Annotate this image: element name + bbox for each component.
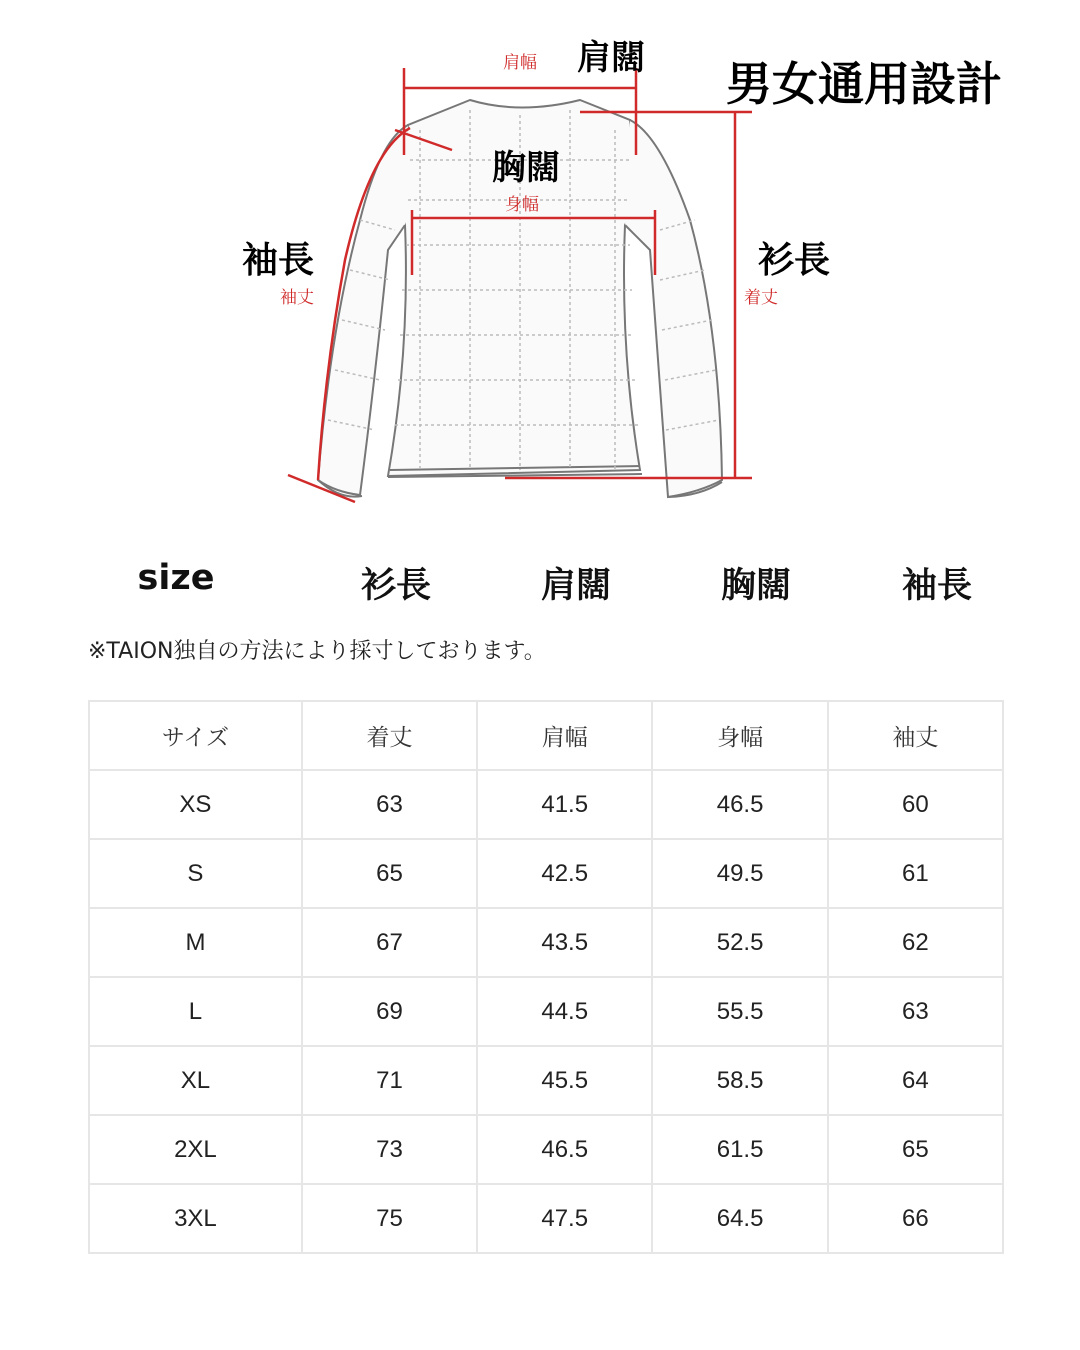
table-cell: 41.5 [477, 770, 652, 839]
measurement-note: ※TAION独自の方法により採寸しております。 [88, 639, 546, 664]
table-cell: 61 [828, 839, 1003, 908]
table-cell: XL [89, 1046, 302, 1115]
table-cell: L [89, 977, 302, 1046]
table-cell: 45.5 [477, 1046, 652, 1115]
header-chest: 胸闊 [720, 566, 791, 606]
header-shoulder: 肩闊 [540, 566, 611, 606]
table-cell: 69 [302, 977, 477, 1046]
table-cell: 61.5 [652, 1115, 827, 1184]
shoulder-label-ja: 肩幅 [503, 53, 537, 73]
length-label-ja: 着丈 [744, 288, 778, 308]
length-label-zh: 衫長 [758, 240, 831, 281]
table-header-cell: 肩幅 [477, 701, 652, 770]
table-cell: 64 [828, 1046, 1003, 1115]
table-cell: 46.5 [477, 1115, 652, 1184]
table-header-cell: 身幅 [652, 701, 827, 770]
table-cell: 67 [302, 908, 477, 977]
table-cell: 66 [828, 1184, 1003, 1253]
table-cell: 3XL [89, 1184, 302, 1253]
table-header-cell: 着丈 [302, 701, 477, 770]
table-header-cell: 袖丈 [828, 701, 1003, 770]
table-cell: 73 [302, 1115, 477, 1184]
table-cell: 2XL [89, 1115, 302, 1184]
sleeve-label-ja: 袖丈 [280, 288, 314, 308]
table-row [89, 1184, 1003, 1253]
size-table [88, 700, 1004, 1254]
table-cell: 60 [828, 770, 1003, 839]
shoulder-label-zh: 肩闊 [577, 38, 645, 78]
table-cell: 63 [302, 770, 477, 839]
sleeve-label-zh: 袖長 [242, 240, 315, 281]
table-cell: 71 [302, 1046, 477, 1115]
table-cell: 43.5 [477, 908, 652, 977]
table-cell: 63 [828, 977, 1003, 1046]
header-length: 衫長 [360, 566, 431, 606]
table-row [89, 977, 1003, 1046]
table-cell: XS [89, 770, 302, 839]
table-cell: 75 [302, 1184, 477, 1253]
table-header-row [89, 701, 1003, 770]
table-cell: 65 [828, 1115, 1003, 1184]
table-cell: 46.5 [652, 770, 827, 839]
header-size: size [137, 558, 215, 598]
table-row [89, 839, 1003, 908]
table-cell: 42.5 [477, 839, 652, 908]
table-cell: 65 [302, 839, 477, 908]
table-row [89, 770, 1003, 839]
table-cell: S [89, 839, 302, 908]
table-cell: 58.5 [652, 1046, 827, 1115]
table-cell: 62 [828, 908, 1003, 977]
table-cell: 44.5 [477, 977, 652, 1046]
table-header-cell: サイズ [89, 701, 302, 770]
table-row [89, 1115, 1003, 1184]
table-row [89, 908, 1003, 977]
chest-label-zh: 胸闊 [492, 148, 560, 188]
header-sleeve: 袖長 [901, 566, 972, 606]
table-cell: 52.5 [652, 908, 827, 977]
table-cell: M [89, 908, 302, 977]
table-cell: 64.5 [652, 1184, 827, 1253]
table-row [89, 1046, 1003, 1115]
title: 男女通用設計 [726, 57, 1002, 111]
chest-label-ja: 身幅 [505, 195, 539, 215]
table-cell: 49.5 [652, 839, 827, 908]
table-cell: 47.5 [477, 1184, 652, 1253]
table-cell: 55.5 [652, 977, 827, 1046]
